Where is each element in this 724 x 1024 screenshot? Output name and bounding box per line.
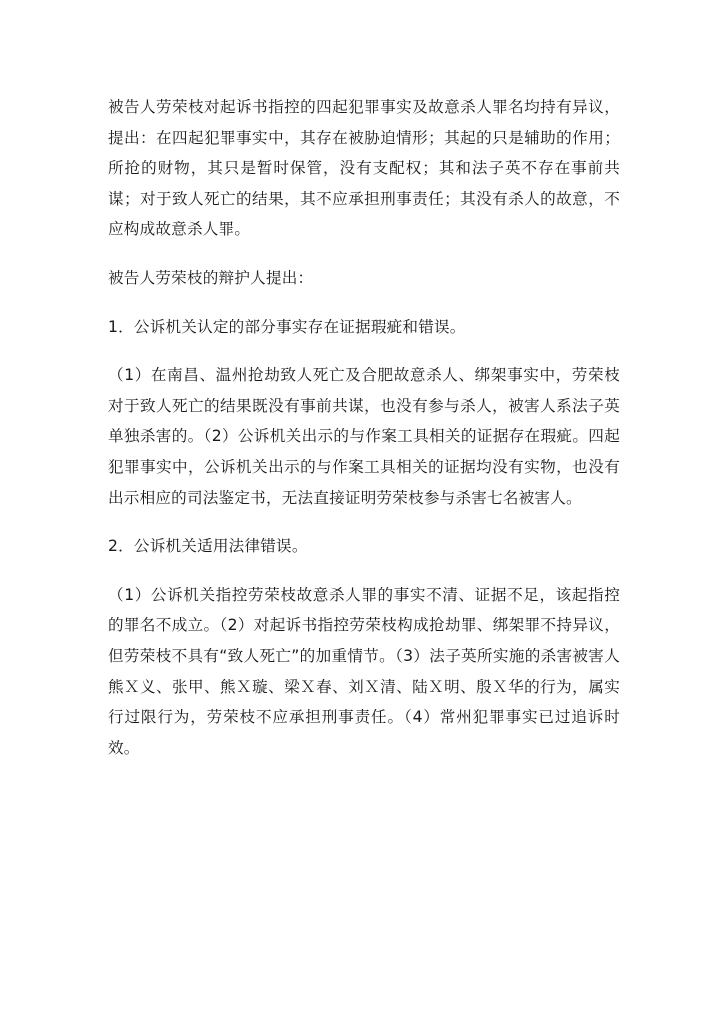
paragraph-point-2-heading: 2．公诉机关适用法律错误。 — [108, 537, 308, 556]
document-body — [108, 92, 620, 763]
paragraph-defense-intro: 被告人劳荣枝的辩护人提出： — [108, 268, 314, 287]
paragraph-defendant-objection: 被告人劳荣枝对起诉书指控的四起犯罪事实及故意杀人罪名均持有异议，提出：在四起犯罪事实中，其存在被胁迫情形；其起的只是辅助的作用；所抢的财物，其只是暂时保管，没有支配权；其和法子英不存在事前共谋；对于致人死亡的结果，其不应承担刑事责任；其没有杀人的故意，不应构成故意杀人罪。 — [108, 98, 620, 239]
paragraph-point-1-detail: （1）在南昌、温州抢劫致人死亡及合肥故意杀人、绑架事实中，劳荣枝对于致人死亡的结果既没有事前共谋，也没有参与杀人，被害人系法子英单独杀害的。（2）公诉机关出示的与作案工具相关的证据存在瑕疵。四起犯罪事实中，公诉机关出示的与作案工具相关的证据均没有实物，也没有出示相应的司法鉴定书，无法直接证明劳荣枝参与杀害七名被害人。 — [108, 366, 620, 507]
paragraph-point-2-detail: （1）公诉机关指控劳荣枝故意杀人罪的事实不清、证据不足，该起指控的罪名不成立。（2）对起诉书指控劳荣枝构成抢劫罪、绑架罪不持异议，但劳荣枝不具有“致人死亡”的加重情节。（3）法子英所实施的杀害被害人熊Ｘ义、张甲、熊Ｘ璇、梁Ｘ春、刘Ｘ清、陆Ｘ明、殷Ｘ华的行为，属实行过限行为，劳荣枝不应承担刑事责任。（4）常州犯罪事实已过追诉时效。 — [108, 585, 620, 757]
paragraph-point-1-heading: 1．公诉机关认定的部分事实存在证据瑕疵和错误。 — [108, 317, 466, 336]
